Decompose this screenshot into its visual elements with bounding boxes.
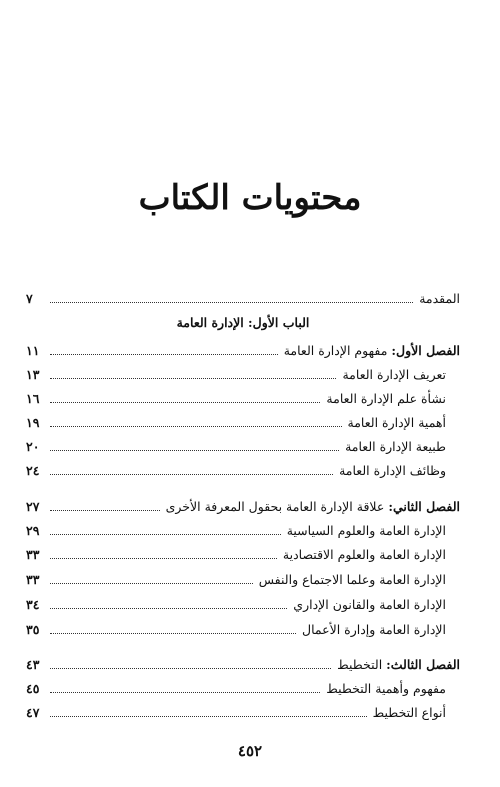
entry-label: الإدارة العامة والقانون الإداري [293,597,446,612]
dot-leader [50,509,160,511]
entry-label: علاقة الإدارة العامة بحقول المعرفة الأخرى [165,499,385,514]
entry-page-number: ٢٧ [26,499,40,514]
toc-entry [26,544,460,566]
entry-label: الإدارة العامة وعلما الاجتماع والنفس [258,572,446,587]
dot-leader [50,377,336,379]
entry-page-number: ٣٥ [26,622,40,637]
dot-leader [50,353,278,355]
entry-page-number: ٢٤ [26,463,40,478]
entry-label: تعريف الإدارة العامة [342,367,446,382]
entry-label: الإدارة العامة والعلوم الاقتصادية [282,547,446,562]
entry-label: أهمية الإدارة العامة [347,415,446,430]
chapter-number: الفصل الأول: [391,343,460,358]
toc-entry [26,569,460,591]
dot-leader [50,301,413,303]
toc-entry [26,412,460,434]
dot-leader [50,582,253,584]
dot-leader [50,473,333,475]
entry-page-number: ٤٧ [26,705,40,720]
chapter-number: الفصل الثالث: [386,657,460,672]
part-heading: الباب الأول: الإدارة العامة [176,315,310,330]
toc-entry-chapter-2 [26,496,460,518]
entry-label: مفهوم وأهمية التخطيط [326,681,446,696]
entry-label: مفهوم الإدارة العامة [283,343,388,358]
dot-leader [50,401,320,403]
entry-label: نشأة علم الإدارة العامة [326,391,446,406]
dot-leader [50,715,367,717]
toc-entry [26,678,460,700]
entry-page-number: ٧ [26,291,33,306]
entry-label: أنواع التخطيط [372,705,446,720]
entry-label: التخطيط [337,657,383,672]
entry-page-number: ١٦ [26,391,40,406]
dot-leader [50,557,277,559]
page-number: ٤٥٢ [237,742,263,760]
dot-leader [50,632,296,634]
toc-entry [26,594,460,616]
entry-page-number: ١٣ [26,367,40,382]
toc-entry [26,702,460,724]
entry-page-number: ٢٠ [26,439,40,454]
dot-leader [50,691,320,693]
page-title: محتويات الكتاب [138,178,362,218]
entry-page-number: ٤٥ [26,681,40,696]
dot-leader [50,449,339,451]
entry-page-number: ١٩ [26,415,40,430]
dot-leader [50,533,281,535]
entry-page-number: ٣٣ [26,572,40,587]
entry-page-number: ٣٤ [26,597,40,612]
dot-leader [50,607,287,609]
toc-entry [26,388,460,410]
toc-entry-intro [26,288,460,310]
toc-entry [26,364,460,386]
entry-label: طبيعة الإدارة العامة [345,439,446,454]
entry-label: الإدارة العامة وإدارة الأعمال [302,622,446,637]
dot-leader [50,667,331,669]
dot-leader [50,425,342,427]
chapter-number: الفصل الثاني: [388,499,460,514]
entry-page-number: ٣٣ [26,547,40,562]
toc-entry-chapter-1 [26,340,460,362]
entry-label: الإدارة العامة والعلوم السياسية [286,523,446,538]
toc-entry [26,460,460,482]
entry-page-number: ٤٣ [26,657,40,672]
entry-label: المقدمة [419,291,460,306]
entry-page-number: ٢٩ [26,523,40,538]
toc-entry [26,436,460,458]
entry-page-number: ١١ [26,343,40,358]
toc-entry-chapter-3 [26,654,460,676]
entry-label: وظائف الإدارة العامة [339,463,446,478]
toc-entry [26,619,460,641]
toc-entry [26,520,460,542]
